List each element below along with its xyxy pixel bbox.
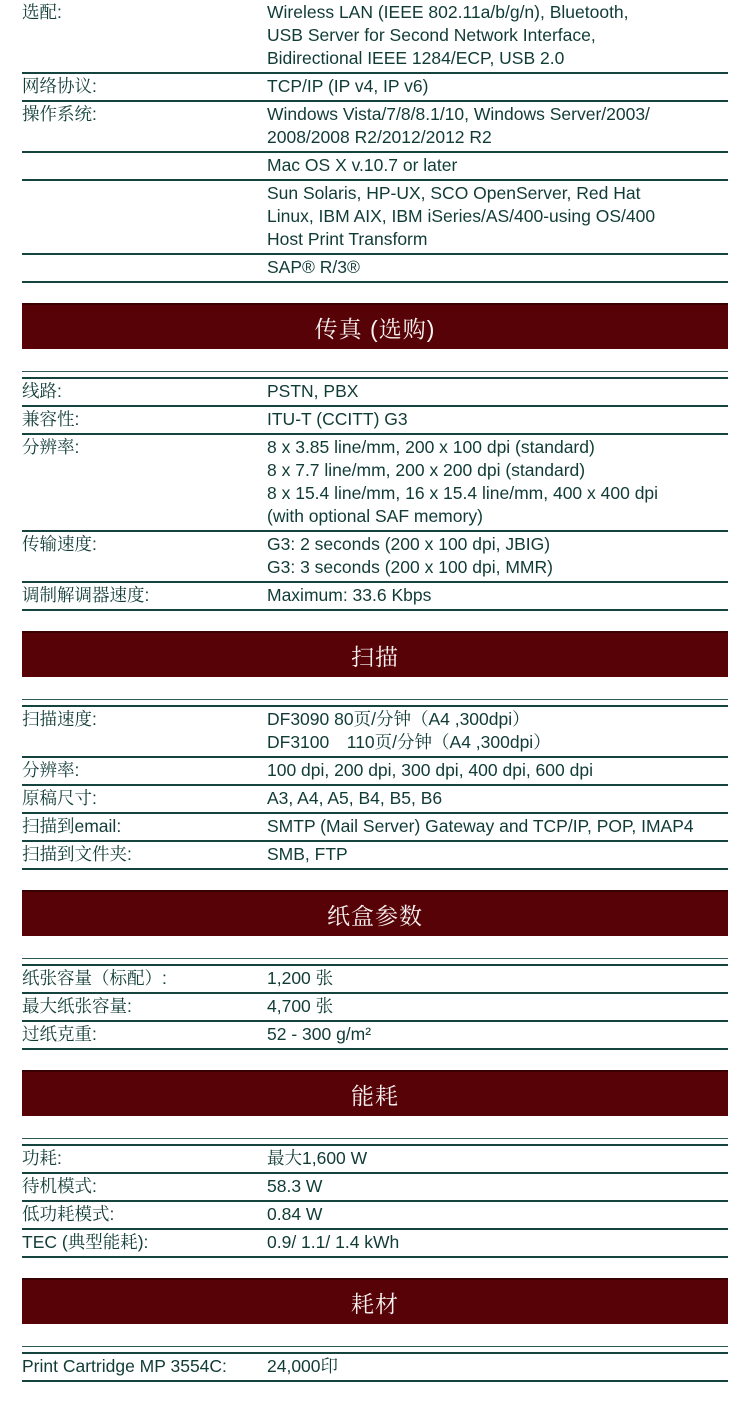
section-header-label: 扫描	[351, 643, 399, 670]
spec-value-line: PSTN, PBX	[267, 381, 359, 401]
spec-value-line: 1,200 张	[267, 968, 334, 988]
spec-row-value	[267, 1147, 728, 1170]
spec-row-value	[267, 380, 728, 403]
spec-row	[22, 1354, 728, 1382]
spec-table	[22, 1354, 728, 1382]
spec-row-value	[267, 708, 728, 754]
spec-value-line: DF3090 80页/分钟（A4 ,300dpi）	[267, 709, 530, 729]
spec-row	[22, 1022, 728, 1050]
spec-row-label: 选配:	[22, 2, 62, 22]
spec-row-label: 兼容性:	[22, 409, 80, 429]
spec-value-line: (with optional SAF memory)	[267, 506, 483, 526]
spec-value-line: A3, A4, A5, B4, B5, B6	[267, 788, 443, 808]
spec-row	[22, 966, 728, 994]
spec-value-line: Maximum: 33.6 Kbps	[267, 585, 432, 605]
spec-row-label: 纸张容量（标配）:	[22, 968, 167, 988]
spec-row-label: 分辨率:	[22, 760, 80, 780]
section-header-label: 耗材	[351, 1290, 399, 1317]
section-header-banner	[22, 631, 728, 677]
spec-row	[22, 1230, 728, 1258]
spec-row-value	[267, 995, 728, 1018]
spec-row-label: 分辨率:	[22, 437, 80, 457]
spec-table	[22, 966, 728, 1050]
spec-row-value	[267, 436, 728, 528]
spec-value-line: 58.3 W	[267, 1176, 323, 1196]
spec-value-line: 8 x 7.7 line/mm, 200 x 200 dpi (standard)	[267, 460, 586, 480]
spec-row	[22, 532, 728, 583]
spec-value-line: Bidirectional IEEE 1284/ECP, USB 2.0	[267, 48, 565, 68]
spec-row	[22, 74, 728, 102]
spec-row-value	[267, 408, 728, 431]
section-header-label: 能耗	[351, 1082, 399, 1109]
spec-value-line: Windows Vista/7/8/8.1/10, Windows Server/2003/	[267, 104, 650, 124]
spec-table	[22, 1146, 728, 1258]
section-header-label: 传真 (选购)	[314, 315, 436, 342]
spec-row	[22, 994, 728, 1022]
spec-row-label: 调制解调器速度:	[22, 585, 150, 605]
spec-row	[22, 102, 728, 153]
table-top-rule	[22, 371, 728, 379]
spec-value-line: 0.84 W	[267, 1204, 323, 1224]
spec-row-value	[267, 182, 728, 251]
spec-row-label: 最大纸张容量:	[22, 996, 132, 1016]
spec-row	[22, 0, 728, 74]
spec-row-value	[267, 787, 728, 810]
spec-row	[22, 842, 728, 870]
table-top-rule	[22, 958, 728, 966]
spec-value-line: Sun Solaris, HP-UX, SCO OpenServer, Red Hat	[267, 183, 641, 203]
spec-value-line: SMTP (Mail Server) Gateway and TCP/IP, POP, IMAP4	[267, 816, 694, 836]
spec-row	[22, 1174, 728, 1202]
spec-row-label: 操作系统:	[22, 104, 97, 124]
spec-sheet	[22, 0, 728, 1382]
spec-row-label: 扫描到文件夹:	[22, 844, 132, 864]
spec-row-label: 功耗:	[22, 1148, 62, 1168]
section-header-banner	[22, 303, 728, 349]
spec-value-line: USB Server for Second Network Interface,	[267, 25, 596, 45]
spec-row-label: 线路:	[22, 381, 62, 401]
spec-row	[22, 153, 728, 181]
spec-row-label: 低功耗模式:	[22, 1204, 115, 1224]
spec-value-line: 4,700 张	[267, 996, 334, 1016]
spec-row-value	[267, 1175, 728, 1198]
spec-row-label: 传输速度:	[22, 534, 97, 554]
spec-value-line: Mac OS X v.10.7 or later	[267, 155, 458, 175]
section-header-banner	[22, 890, 728, 936]
spec-value-line: SMB, FTP	[267, 844, 348, 864]
spec-value-line: Linux, IBM AIX, IBM iSeries/AS/400-using OS/400	[267, 206, 656, 226]
spec-value-line: TCP/IP (IP v4, IP v6)	[267, 76, 429, 96]
spec-row	[22, 786, 728, 814]
spec-row-label: Print Cartridge MP 3554C:	[22, 1356, 227, 1376]
spec-row-value	[267, 154, 728, 177]
table-top-rule	[22, 1138, 728, 1146]
spec-value-line: Host Print Transform	[267, 229, 428, 249]
spec-row	[22, 181, 728, 255]
spec-row	[22, 1146, 728, 1174]
spec-row-label	[22, 154, 267, 177]
spec-row	[22, 583, 728, 611]
spec-value-line: SAP® R/3®	[267, 257, 360, 277]
spec-row	[22, 1202, 728, 1230]
table-top-rule	[22, 699, 728, 707]
spec-row	[22, 707, 728, 758]
section-header-label: 纸盒参数	[327, 902, 423, 929]
spec-row	[22, 758, 728, 786]
spec-row	[22, 814, 728, 842]
spec-row-label	[22, 256, 267, 279]
table-top-rule	[22, 1346, 728, 1354]
spec-row-label: 过纸克重:	[22, 1024, 97, 1044]
spec-row-value	[267, 1023, 728, 1046]
spec-row-value	[267, 843, 728, 866]
spec-row	[22, 407, 728, 435]
spec-value-line: DF3100 110页/分钟（A4 ,300dpi）	[267, 732, 551, 752]
spec-row	[22, 435, 728, 532]
spec-value-line: G3: 3 seconds (200 x 100 dpi, MMR)	[267, 557, 553, 577]
spec-value-line: Wireless LAN (IEEE 802.11a/b/g/n), Bluetooth,	[267, 2, 629, 22]
spec-row-label: 网络协议:	[22, 76, 97, 96]
spec-value-line: 8 x 15.4 line/mm, 16 x 15.4 line/mm, 400 x 400 dpi	[267, 483, 659, 503]
spec-value-line: 8 x 3.85 line/mm, 200 x 100 dpi (standard)	[267, 437, 595, 457]
spec-row-label: 待机模式:	[22, 1176, 97, 1196]
spec-row	[22, 379, 728, 407]
spec-row-value	[267, 75, 728, 98]
spec-row-value	[267, 1231, 728, 1254]
spec-value-line: 52 - 300 g/m²	[267, 1024, 372, 1044]
spec-value-line: 100 dpi, 200 dpi, 300 dpi, 400 dpi, 600 dpi	[267, 760, 593, 780]
spec-row-label: 扫描速度:	[22, 709, 97, 729]
spec-row-value	[267, 815, 728, 838]
spec-row-value	[267, 1355, 728, 1378]
spec-row-value	[267, 584, 728, 607]
spec-row-label: 原稿尺寸:	[22, 788, 97, 808]
section-header-banner	[22, 1070, 728, 1116]
spec-row-label: TEC (典型能耗):	[22, 1232, 149, 1252]
spec-row-value	[267, 533, 728, 579]
spec-table	[22, 707, 728, 870]
spec-row-value	[267, 256, 728, 279]
spec-value-line: 0.9/ 1.1/ 1.4 kWh	[267, 1232, 400, 1252]
spec-table	[22, 379, 728, 611]
spec-row	[22, 255, 728, 283]
spec-row-value	[267, 967, 728, 990]
spec-table	[22, 0, 728, 283]
spec-value-line: 最大1,600 W	[267, 1148, 368, 1168]
spec-value-line: G3: 2 seconds (200 x 100 dpi, JBIG)	[267, 534, 551, 554]
spec-value-line: 2008/2008 R2/2012/2012 R2	[267, 127, 492, 147]
section-header-banner	[22, 1278, 728, 1324]
spec-row-label: 扫描到email:	[22, 816, 122, 836]
spec-row-value	[267, 1203, 728, 1226]
spec-row-value	[267, 103, 728, 149]
spec-row-value	[267, 759, 728, 782]
spec-row-label	[22, 182, 267, 251]
spec-row-value	[267, 1, 728, 70]
spec-value-line: ITU-T (CCITT) G3	[267, 409, 408, 429]
spec-value-line: 24,000印	[267, 1356, 339, 1376]
